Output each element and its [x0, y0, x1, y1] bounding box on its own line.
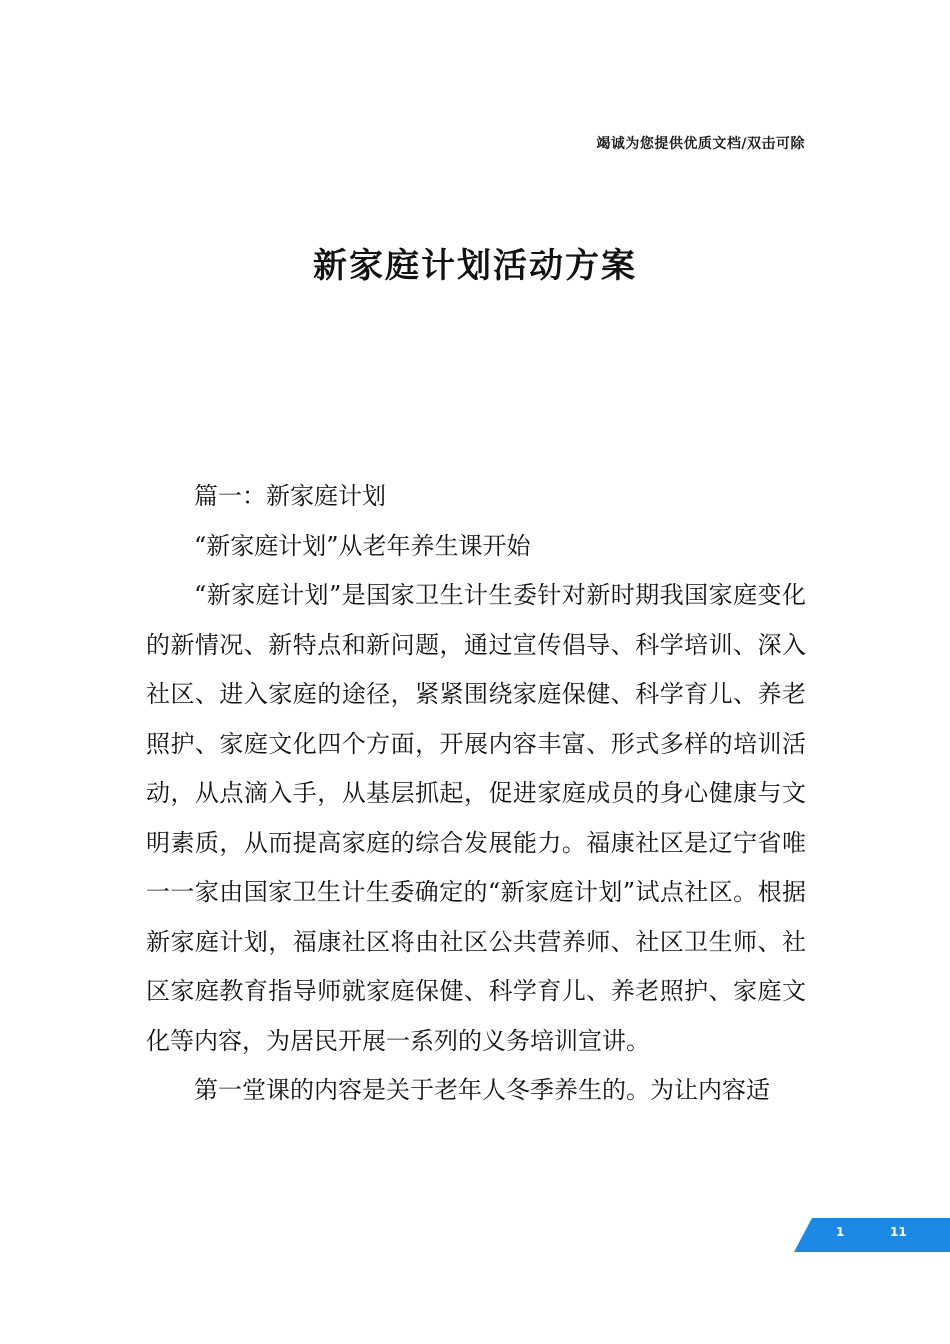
paragraph-continued: 第一堂课的内容是关于老年人冬季养生的。为让内容适: [194, 1076, 770, 1104]
document-body: [146, 472, 806, 1116]
paragraph-subheading: “新家庭计划”从老年养生课开始: [194, 531, 531, 560]
paragraph-section-heading: 篇一：新家庭计划: [194, 482, 386, 510]
header-note: 竭诚为您提供优质文档/双击可除: [596, 136, 805, 152]
footer-page-band: [0, 1218, 950, 1252]
page-number-total: 11: [890, 1225, 907, 1239]
page-number-current: 1: [836, 1225, 845, 1239]
paragraph-main: “新家庭计划”是国家卫生计生委针对新时期我国家庭变化的新情况、新特点和新问题，通过宣传倡导、科学培训、深入社区、进入家庭的途径，紧紧围绕家庭保健、科学育儿、养老照护、家庭文化四个方面，开展内容丰富、形式多样的培训活动，从点滴入手，从基层抓起，促进家庭成员的身心健康与文明素质，从而提高家庭的综合发展能力。福康社区是辽宁省唯一一家由国家卫生计生委确定的“新家庭计划”试点社区。根据新家庭计划，福康社区将由社区公共营养师、社区卫生师、社区家庭教育指导师就家庭保健、科学育儿、养老照护、家庭文化等内容，为居民开展一系列的义务培训宣讲。: [146, 581, 806, 1055]
document-title: 新家庭计划活动方案: [313, 246, 637, 286]
footer-band-shape: [0, 1218, 950, 1252]
